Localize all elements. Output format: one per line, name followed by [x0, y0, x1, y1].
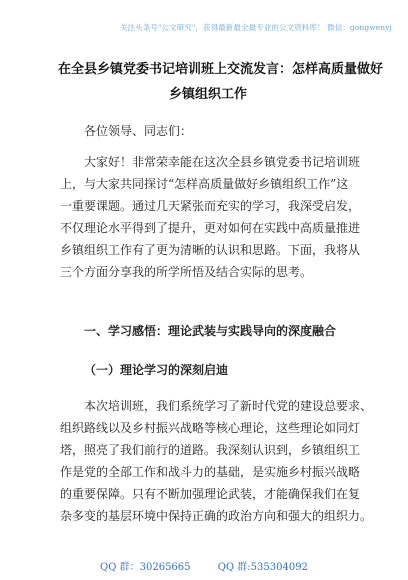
document-title-line-1: 在全县乡镇党委书记培训班上交流发言：怎样高质量做好: [58, 62, 384, 77]
intro-line: 上，与大家共同探讨“怎样高质量做好乡镇组织工作”这: [60, 177, 349, 191]
intro-line: 大家好！非常荣幸能在这次全县乡镇党委书记培训班: [84, 155, 361, 169]
subsection-heading: （一）理论学习的深刻启迪: [84, 363, 229, 377]
body-line: 作是党的全部工作和战斗力的基础，是实施乡村振兴战略: [60, 465, 361, 479]
header-banner: 关注头条号"公文研究"，获得最新最全最专业的公文资料库！ 微信：gongwenyj: [119, 23, 392, 32]
body-paragraph: [60, 395, 373, 527]
intro-line: 不仅理论水平得到了提升，更对如何在实践中高质量推进: [60, 221, 361, 235]
intro-line: 乡镇组织工作有了更为清晰的认识和思路。下面，我将从: [60, 243, 361, 257]
footer-qq-group-2: QQ 群:535304092: [217, 562, 308, 573]
intro-paragraph: [60, 151, 364, 283]
footer: [0, 558, 408, 573]
intro-line: 一重要课题。通过几天紧张而充实的学习，我深受启发，: [60, 199, 361, 213]
footer-qq-group-1: QQ 群：30265665: [100, 562, 191, 573]
body-line: 杂多变的基层环境中保持正确的政治方向和强大的组织力。: [60, 509, 373, 523]
body-line: 组织路线以及乡村振兴战略等核心理论，这些理论如同灯: [60, 421, 361, 435]
section-heading: 一、学习感悟：理论武装与实践导向的深度融合: [84, 324, 337, 338]
body-line: 本次培训班，我们系统学习了新时代党的建设总要求、: [84, 399, 373, 413]
salutation: 各位领导、同志们：: [84, 124, 193, 138]
body-line: 的重要保障。只有不断加强理论武装，才能确保我们在复: [60, 487, 361, 501]
document-title-line-2: 乡镇组织工作: [168, 87, 247, 102]
intro-line: 三个方面分享我的所学所悟及结合实际的思考。: [60, 265, 313, 279]
body-line: 塔，照亮了我们前行的道路。我深刻认识到，乡镇组织工: [60, 443, 361, 457]
